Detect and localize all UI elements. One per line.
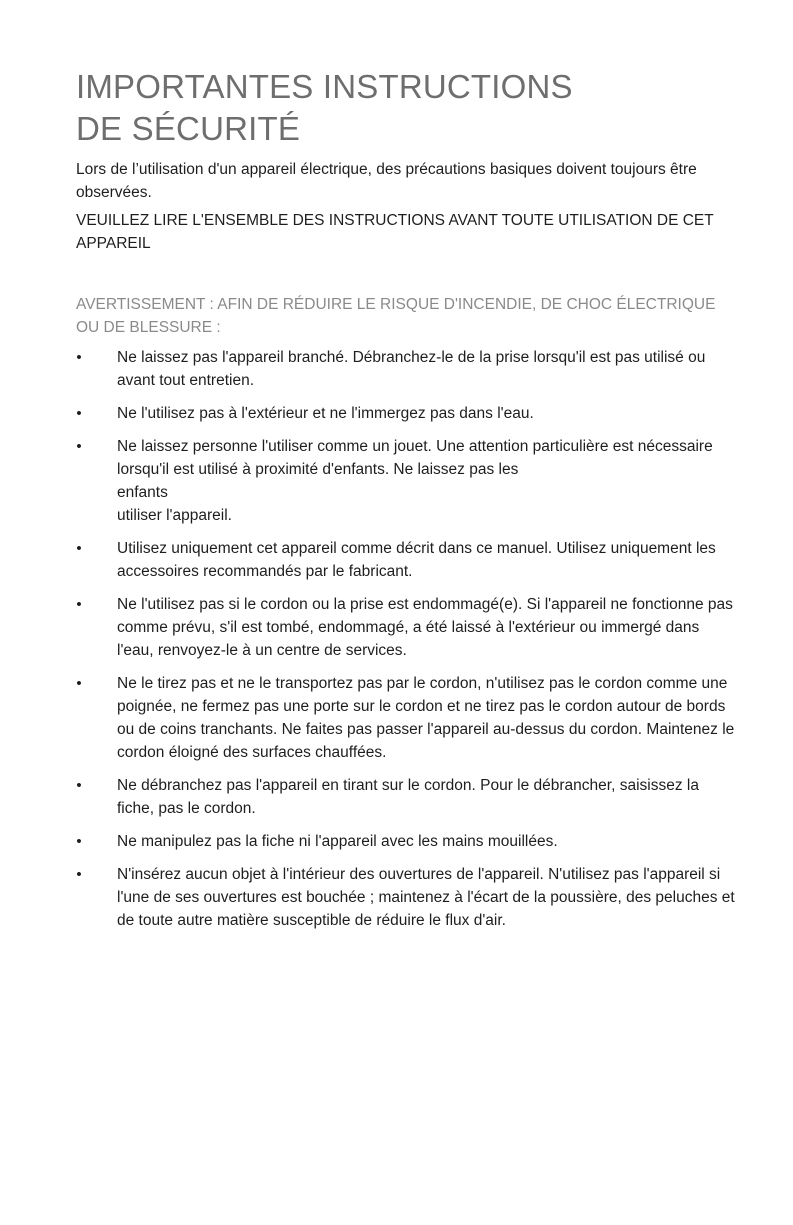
list-item bbox=[76, 774, 736, 820]
bullet-icon: • bbox=[76, 833, 82, 850]
intro-paragraph: Lors de l’utilisation d'un appareil électrique, des précautions basiques doivent toujours être observées. bbox=[76, 161, 697, 201]
list-item bbox=[76, 435, 736, 527]
bullet-icon: • bbox=[76, 866, 82, 883]
list-item-text: Ne l'utilisez pas si le cordon ou la prise est endommagé(e). Si l'appareil ne fonctionne pas comme prévu, s'il est tombé, endommagé, a été laissé à l'extérieur ou immergé dans l'eau, renvoyez-le à un centre de services. bbox=[117, 596, 733, 659]
page-title bbox=[76, 66, 716, 150]
list-item bbox=[76, 863, 736, 932]
list-item bbox=[76, 537, 736, 583]
bullet-icon: • bbox=[76, 596, 82, 613]
list-item-text: Ne manipulez pas la fiche ni l'appareil avec les mains mouillées. bbox=[117, 833, 558, 850]
bullet-icon: • bbox=[76, 675, 82, 692]
list-item bbox=[76, 830, 736, 853]
title-line-2: DE SÉCURITÉ bbox=[76, 110, 301, 147]
bullet-icon: • bbox=[76, 438, 82, 455]
list-item bbox=[76, 672, 736, 764]
bullet-icon: • bbox=[76, 405, 82, 422]
list-item-text: Ne laissez personne l'utiliser comme un jouet. Une attention particulière est nécessaire lorsqu'il est utilisé à proximité d'enfants. Ne laissez pas les enfants utiliser l'appareil. bbox=[117, 438, 713, 524]
bullet-icon: • bbox=[76, 349, 82, 366]
warning-heading: AVERTISSEMENT : AFIN DE RÉDUIRE LE RISQUE D'INCENDIE, DE CHOC ÉLECTRIQUE OU DE BLESSURE : bbox=[76, 296, 716, 336]
bullet-icon: • bbox=[76, 540, 82, 557]
list-item bbox=[76, 593, 736, 662]
list-item-text: Ne l'utilisez pas à l'extérieur et ne l'immergez pas dans l'eau. bbox=[117, 405, 534, 422]
list-item bbox=[76, 346, 736, 392]
list-item-text: N'insérez aucun objet à l'intérieur des ouvertures de l'appareil. N'utilisez pas l'appareil si l'une de ses ouvertures est bouchée ; maintenez à l'écart de la poussière, des peluches et de toute autre matière susceptible de réduire le flux d'air. bbox=[117, 866, 735, 929]
list-item bbox=[76, 402, 736, 425]
list-item-text: Ne laissez pas l'appareil branché. Débranchez-le de la prise lorsqu'il est pas utilisé ou avant tout entretien. bbox=[117, 349, 706, 389]
bullet-icon: • bbox=[76, 777, 82, 794]
list-item-text: Utilisez uniquement cet appareil comme décrit dans ce manuel. Utilisez uniquement les accessoires recommandés par le fabricant. bbox=[117, 540, 716, 580]
read-instructions-notice: VEUILLEZ LIRE L'ENSEMBLE DES INSTRUCTIONS AVANT TOUTE UTILISATION DE CET APPAREIL bbox=[76, 212, 714, 252]
list-item-text: Ne débranchez pas l'appareil en tirant sur le cordon. Pour le débrancher, saisissez la fiche, pas le cordon. bbox=[117, 777, 699, 817]
title-line-1: IMPORTANTES INSTRUCTIONS bbox=[76, 68, 573, 105]
list-item-text: Ne le tirez pas et ne le transportez pas par le cordon, n'utilisez pas le cordon comme une poignée, ne fermez pas une porte sur le cordon et ne tirez pas le cordon autour de bords ou de coins tranchants. Ne faites pas passer l'appareil au-dessus du cordon. Maintenez le cordon éloigné des surfaces chauffées. bbox=[117, 675, 735, 761]
safety-instructions-list bbox=[76, 346, 736, 942]
